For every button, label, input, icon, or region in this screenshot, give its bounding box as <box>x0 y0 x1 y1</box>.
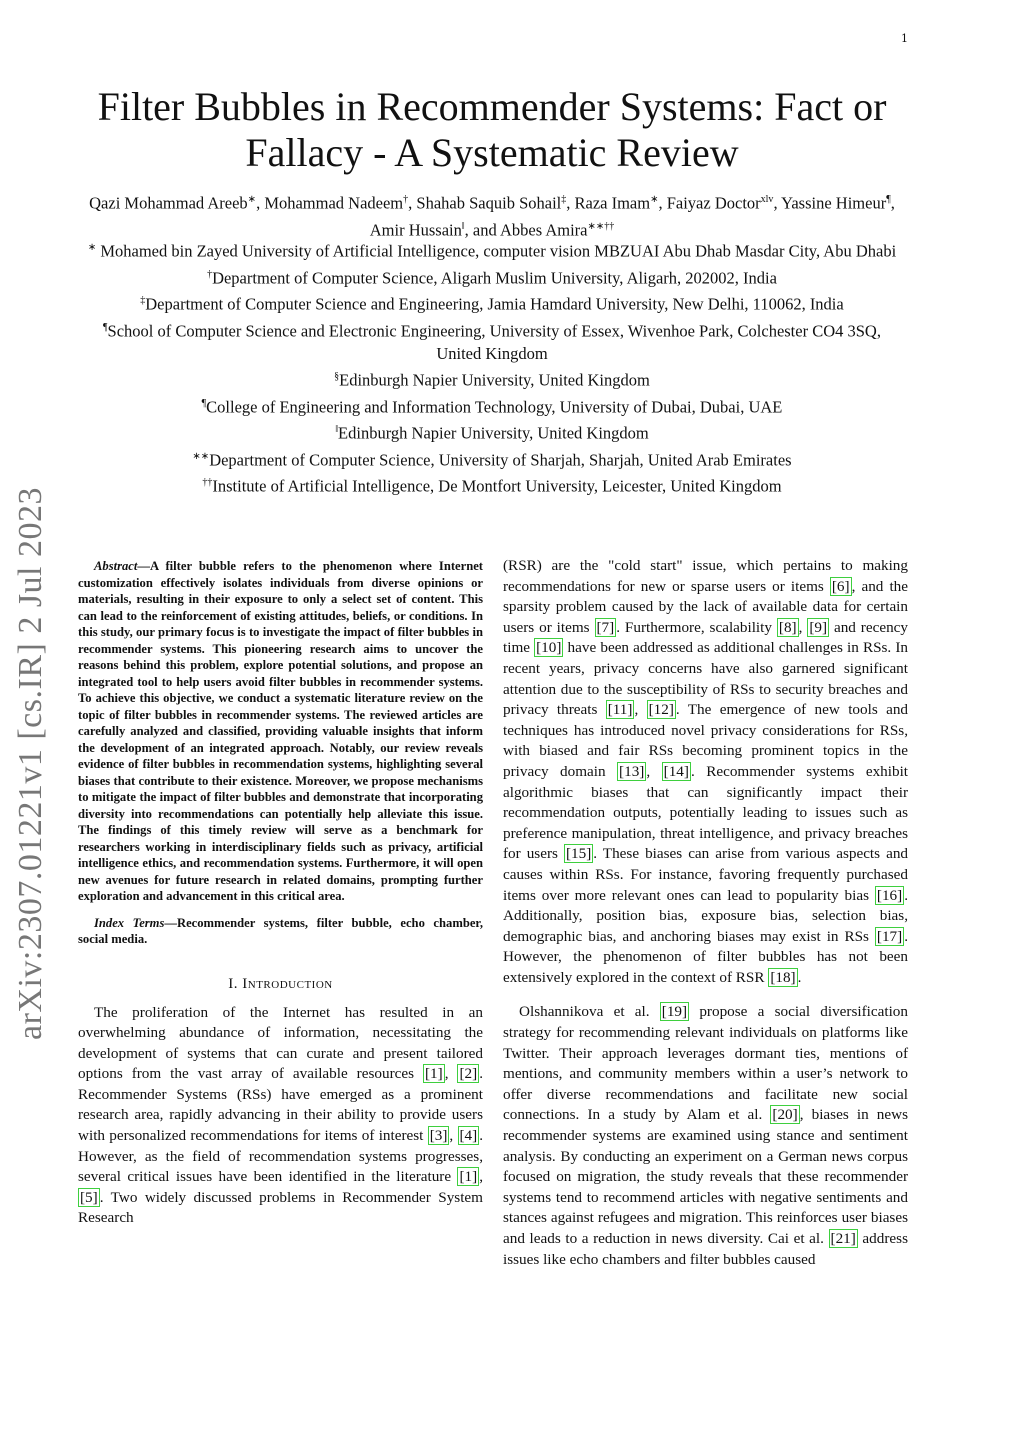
affiliation-text: Department of Computer Science, University of Sharjah, Sharjah, United Arab Emirates <box>209 450 792 469</box>
affiliation-text: School of Computer Science and Electronic Engineering, University of Essex, Wivenhoe Park, Colchester CO4 3SQ, United Kingdom <box>107 321 881 363</box>
body-text: , <box>634 701 647 719</box>
author-name: and Abbes Amira <box>472 220 588 239</box>
affiliation <box>80 418 904 445</box>
body-text: . These biases can arise from various aspects and causes within RSs. For instance, favoring frequently purchased items over more relevant ones can lead to popularity bias <box>503 845 909 904</box>
body-paragraph <box>503 556 908 988</box>
body-text: address issues like echo chambers and filter bubbles caused <box>503 1230 908 1268</box>
citation-link[interactable]: [7] <box>596 618 615 636</box>
citation-link[interactable]: [21] <box>830 1230 856 1247</box>
citation-link[interactable]: [14] <box>663 762 689 780</box>
body-text: propose a social diversification strategy for recommending relevant individuals on platforms like Twitter. Their approach leverages dormant ties, mentions of mentions, and community members within a user’s network to offer diverse recommendations and facilitate new social connections. In a study by Alam et al. <box>503 1003 908 1124</box>
citation-link[interactable]: [16] <box>876 886 903 904</box>
author-mark: ‖ <box>461 220 465 232</box>
index-terms-label: Index Terms <box>94 915 165 930</box>
author-mark: ∗ <box>247 194 257 205</box>
affiliation <box>80 471 904 498</box>
citation-link[interactable]: [8] <box>778 618 797 636</box>
body-text: (RSR) are the "cold start" issue, which pertains to making recommendations for new or sparse users or items <box>503 557 908 595</box>
abstract-label: Abstract <box>94 559 138 573</box>
author-mark: ∗∗†† <box>587 220 615 232</box>
body-text: . Additionally, position bias, exposure bias, selection bias, demographic bias, and anchoring biases may exist in RSs <box>503 886 908 945</box>
citation-link[interactable]: [9] <box>809 618 828 636</box>
affiliation-text: Edinburgh Napier University, United Kingdom <box>338 423 649 443</box>
affiliation-list <box>80 236 904 498</box>
citation-link[interactable]: [6] <box>831 577 850 595</box>
citation-link[interactable]: [5] <box>80 1188 98 1206</box>
affiliation <box>80 365 904 392</box>
body-text: , <box>479 1168 483 1186</box>
body-text: The proliferation of the Internet has resulted in an overwhelming abundance of information, necessitating the development of systems that can curate and present tailored options from the vast array of available resources <box>78 1003 483 1083</box>
citation-link[interactable]: [1] <box>459 1168 478 1186</box>
citation-link[interactable]: [13] <box>619 762 645 780</box>
left-column <box>78 558 483 1229</box>
body-text: have been addressed as additional challenges in RSs. In recent years, privacy concerns have also garnered significant attention due to the susceptibility of RSs to security breaches and privacy threats <box>503 639 908 719</box>
affiliation <box>80 289 904 316</box>
affiliation-mark: ∗ <box>87 242 97 253</box>
citation-link[interactable]: [2] <box>459 1065 478 1083</box>
author-name: Mohammad Nadeem <box>264 193 404 213</box>
body-text: , <box>646 762 662 780</box>
affiliation-mark: † <box>207 268 213 280</box>
affiliation-text: Department of Computer Science and Engineering, Jamia Hamdard University, New Delhi, 110062, India <box>145 294 844 314</box>
affiliation-mark: ‡ <box>140 295 146 306</box>
body-text: , and the sparsity problem caused by the lack of available data for certain users or items <box>503 577 909 636</box>
body-text: Olshannikova et al. <box>519 1003 660 1021</box>
affiliation-text: Institute of Artificial Intelligence, De Montfort University, Leicester, United Kingdom <box>212 476 782 496</box>
section-heading: I. Introduction <box>228 975 333 992</box>
citation-link[interactable]: [20] <box>772 1106 798 1124</box>
affiliation <box>80 263 904 290</box>
body-text: , <box>798 618 808 636</box>
abstract <box>78 558 483 905</box>
citation-link[interactable]: [19] <box>661 1003 688 1021</box>
index-terms-text: —Recommender systems, filter bubble, echo chamber, social media. <box>78 915 483 946</box>
citation-link[interactable]: [15] <box>565 845 592 863</box>
citation-link[interactable]: [18] <box>770 968 796 986</box>
author-name: Shahab Saquib Sohail <box>416 193 562 213</box>
affiliation-text: Mohamed bin Zayed University of Artificial Intelligence, computer vision MBZUAI Abu Dhab Masdar City, Abu Dhabi <box>96 241 897 261</box>
author-name: Amir Hussain <box>369 220 462 239</box>
affiliation <box>80 392 904 419</box>
abstract-text: —A filter bubble refers to the phenomenon where Internet customization effectively isolates individuals from diverse opinions or materials, resulting in their exposure to only a select set of content. This can lead to the reinforcement of existing attitudes, beliefs, or conditions. In this study, our primary focus is to investigate the impact of filter bubbles in recommender systems. This pioneering research aims to uncover the reasons behind this problem, explore potential solutions, and propose an integrated tool to help users avoid filter bubbles in recommender systems. To achieve this objective, we conduct a systematic literature review on the topic of filter bubbles in recommender systems. The reviewed articles are carefully analyzed and classified, providing valuable insights that inform the development of an integrated approach. Notably, our review reveals evidence of filter bubbles in recommendation systems, highlighting several biases that contribute to their existence. Moreover, we propose mechanisms to mitigate the impact of filter bubbles and demonstrate that incorporating diversity into recommendations can potentially help alleviate this issue. The findings of this timely review will serve as a benchmark for researchers working in interdisciplinary fields such as privacy, artificial intelligence ethics, and recommendation systems. Furthermore, it will open new avenues for future research in related domains, prompting further exploration and advancement in this critical area. <box>78 559 483 903</box>
affiliation-text: College of Engineering and Information Technology, University of Dubai, Dubai, UAE <box>206 397 783 416</box>
body-text: . However, as the field of recommendation systems progresses, several critical issues have been identified in the literature <box>78 1127 484 1186</box>
citation-link[interactable]: [12] <box>648 701 674 719</box>
citation-link[interactable]: [1] <box>425 1065 443 1083</box>
body-text: . <box>797 968 802 986</box>
author-name: Raza Imam <box>574 193 651 213</box>
body-text: . Recommender Systems (RSs) have emerged as a prominent research area, rapidly advancing in their ability to provide users with personalized recommendations for items of interest <box>78 1065 483 1145</box>
body-text: , <box>444 1065 458 1083</box>
author-mark: † <box>403 194 409 205</box>
index-terms <box>78 915 483 948</box>
affiliation-text: Edinburgh Napier University, United Kingdom <box>339 370 650 390</box>
citation-link[interactable]: [11] <box>607 701 633 719</box>
affiliation-text: Department of Computer Science, Aligarh Muslim University, Aligarh, 202002, India <box>212 268 777 287</box>
author-name: Faiyaz Doctor <box>666 193 761 213</box>
body-text: , biases in news recommender systems are examined using stance and sentiment analysis. By conducting an experiment on a German news corpus focused on migration, the study reveals that these recommender systems tend to recommend articles with negative sentiments and stances against refugees and migration. This reinforces user biases and leads to a reduction in news diversity. Cai et al. <box>503 1106 908 1247</box>
author-mark: ¶ <box>886 194 891 205</box>
body-text: . Two widely discussed problems in Recommender System Research <box>78 1188 483 1227</box>
author-mark: xlv <box>760 194 774 205</box>
body-text: and recency time <box>503 618 909 657</box>
author-list: Qazi Mohammad Areeb∗, Mohammad Nadeem†, Shahab Saquib Sohail‡, Raza Imam∗, Faiyaz Doctor$^{xlv}$, Yassine Himeur¶, Amir Hussain‖, and Abbes Amira∗∗†† <box>89 193 895 239</box>
author-name: Qazi Mohammad Areeb <box>89 193 248 213</box>
body-text: . The emergence of new tools and techniques has introduced novel privacy considerations for RSs, with biased and fair RSs becoming prominent topics in the privacy domain <box>503 701 909 780</box>
arxiv-identifier[interactable]: arXiv:2307.01221v1 [cs.IR] 2 Jul 2023 <box>12 486 49 1040</box>
affiliation <box>80 236 904 263</box>
citation-link[interactable]: [17] <box>876 927 903 945</box>
affiliation-mark: †† <box>202 477 213 488</box>
right-column <box>503 556 908 1270</box>
body-paragraph <box>503 1002 908 1270</box>
affiliation-mark: ¶ <box>201 397 207 409</box>
body-text: . However, the phenomenon of filter bubbles has not been extensively explored in the context of RSR <box>503 927 908 986</box>
intro-paragraph <box>78 1003 483 1230</box>
citation-link[interactable]: [10] <box>536 639 562 657</box>
citation-link[interactable]: [3] <box>429 1127 448 1145</box>
author-name: Yassine Himeur <box>781 193 887 213</box>
affiliation-mark: ‖ <box>335 424 339 435</box>
affiliation <box>80 445 904 472</box>
author-mark: ∗ <box>650 194 659 205</box>
body-text: . Recommender systems exhibit algorithmic biases that can significantly impact their recommendation outputs, potentially leading to issues such as preference manipulation, threat intelligence, and privacy breaches for users <box>503 762 909 863</box>
affiliation-mark: § <box>334 371 340 382</box>
author-mark: ‡ <box>561 194 567 205</box>
body-text: , <box>449 1127 458 1145</box>
affiliation-mark: ∗∗ <box>192 450 210 462</box>
body-text: . Furthermore, scalability <box>616 618 777 636</box>
affiliation-mark: ¶ <box>103 321 108 333</box>
citation-link[interactable]: [4] <box>459 1127 478 1145</box>
paper-title: Filter Bubbles in Recommender Systems: Fact or Fallacy - A Systematic Review <box>97 84 887 175</box>
affiliation <box>80 316 904 366</box>
page-number: 1 <box>901 32 908 45</box>
